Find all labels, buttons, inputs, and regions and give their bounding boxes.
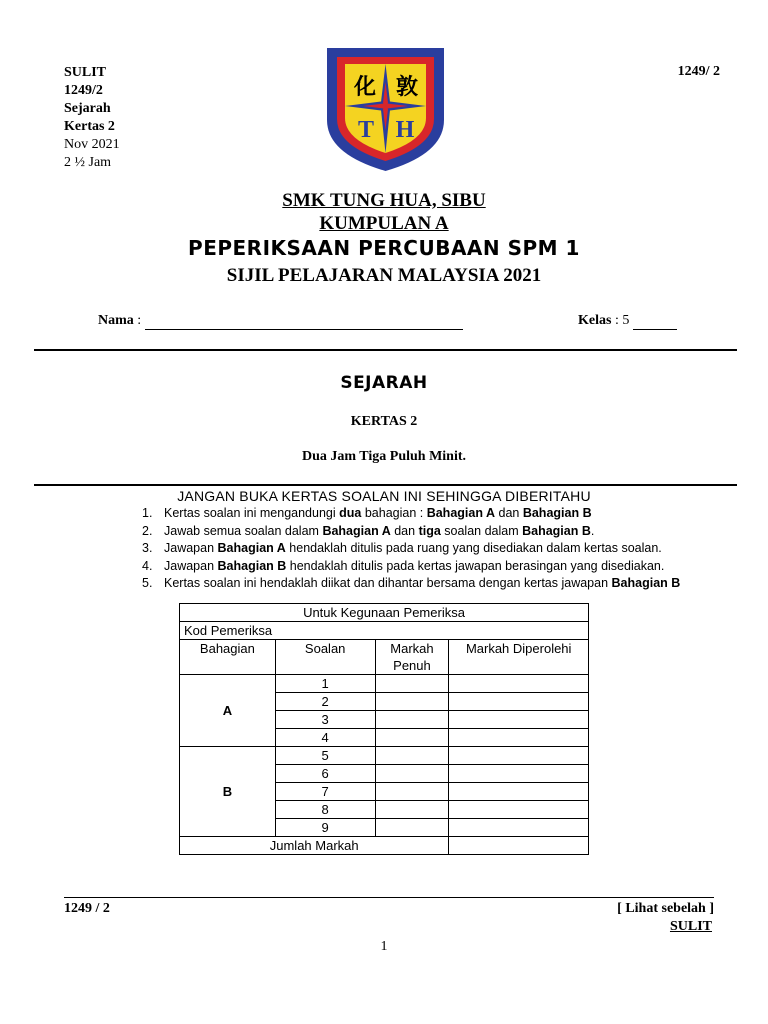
question-number: 2: [275, 693, 375, 711]
examiner-table: [179, 603, 589, 855]
exam-title: PEPERIKSAAN PERCUBAAN SPM 1: [188, 236, 580, 260]
instruction-item: [142, 523, 680, 541]
instruction-item: [142, 575, 680, 593]
question-number: 9: [275, 819, 375, 837]
instruction-text: soalan dalam: [440, 523, 523, 538]
table-title: Untuk Kegunaan Pemeriksa: [180, 604, 589, 622]
markah-diperolehi-cell[interactable]: [449, 765, 589, 783]
section-label: B: [180, 747, 276, 837]
markah-diperolehi-cell[interactable]: [449, 675, 589, 693]
footer-sulit: SULIT: [669, 919, 712, 934]
exam-duration: 2 ½ Jam: [64, 155, 112, 170]
sulit-label: SULIT: [64, 65, 107, 80]
logo-char-2: 敦: [395, 75, 419, 100]
certificate-title: SIJIL PELAJARAN MALAYSIA 2021: [226, 265, 542, 286]
subject-title: SEJARAH: [340, 373, 428, 393]
markah-diperolehi-cell[interactable]: [449, 729, 589, 747]
instruction-number: 5.: [142, 576, 153, 590]
markah-penuh-cell[interactable]: [375, 819, 449, 837]
instructions-list: [142, 505, 680, 593]
markah-penuh-cell[interactable]: [375, 783, 449, 801]
markah-penuh-cell[interactable]: [375, 765, 449, 783]
instruction-text: Bahagian A: [322, 523, 391, 538]
divider-bottom: [34, 484, 737, 486]
instruction-text: dan: [390, 523, 419, 538]
instruction-text: dua: [339, 506, 362, 520]
warning-text: JANGAN BUKA KERTAS SOALAN INI SEHINGGA DIBERITAHU: [177, 488, 591, 504]
question-number: 7: [275, 783, 375, 801]
markah-penuh-cell[interactable]: [375, 711, 449, 729]
divider-top: [34, 349, 737, 351]
footer-code: 1249 / 2: [64, 901, 110, 916]
markah-diperolehi-cell[interactable]: [449, 747, 589, 765]
table-row: [180, 747, 589, 765]
header-soalan: Soalan: [275, 640, 375, 675]
school-name: SMK TUNG HUA, SIBU: [282, 190, 486, 211]
paper-number: Kertas 2: [64, 119, 115, 134]
duration-text: Dua Jam Tiga Puluh Minit.: [301, 449, 467, 464]
header-markah-diperolehi: Markah Diperolehi: [449, 640, 589, 675]
paper-code: 1249/2: [64, 83, 103, 98]
instruction-text: Kertas soalan ini hendaklah diikat dan dihantar bersama dengan kertas jawapan: [164, 576, 612, 590]
kelas-blank[interactable]: [633, 313, 677, 330]
logo-char-1: 化: [353, 75, 377, 100]
question-number: 5: [275, 747, 375, 765]
instruction-text: Kertas soalan ini mengandungi: [164, 506, 340, 520]
jumlah-markah-cell[interactable]: [449, 837, 589, 855]
footer-divider: [64, 897, 714, 898]
markah-penuh-cell[interactable]: [375, 729, 449, 747]
instruction-number: 1.: [142, 506, 153, 520]
subject-name: Sejarah: [64, 101, 111, 116]
markah-diperolehi-cell[interactable]: [449, 801, 589, 819]
instruction-text: Jawab semua soalan dalam: [164, 523, 323, 538]
page-number: 1: [380, 939, 388, 954]
section-label: A: [180, 675, 276, 747]
exam-date: Nov 2021: [64, 137, 120, 152]
header-markah-penuh: Markah Penuh: [375, 640, 449, 675]
header-right-code: 1249/ 2: [677, 64, 720, 79]
markah-penuh-cell[interactable]: [375, 693, 449, 711]
instruction-text: Bahagian B: [217, 558, 287, 573]
markah-diperolehi-cell[interactable]: [449, 783, 589, 801]
kelas-label: Kelas: [578, 313, 612, 328]
instruction-text: hendaklah ditulis pada ruang yang disediakan dalam kertas soalan.: [285, 541, 662, 555]
header-left: [64, 64, 120, 172]
logo-letter-1: T: [357, 117, 375, 143]
instruction-text: Bahagian A: [426, 506, 496, 520]
question-number: 4: [275, 729, 375, 747]
question-number: 1: [275, 675, 375, 693]
header-bahagian: Bahagian: [180, 640, 276, 675]
nama-blank[interactable]: [145, 313, 463, 330]
instruction-text: Bahagian A: [217, 541, 286, 555]
markah-diperolehi-cell[interactable]: [449, 693, 589, 711]
logo-letter-2: H: [395, 117, 415, 143]
instruction-item: [142, 540, 680, 558]
question-number: 3: [275, 711, 375, 729]
instruction-text: tiga: [418, 523, 441, 538]
instruction-text: Bahagian B: [522, 506, 592, 520]
question-number: 6: [275, 765, 375, 783]
question-number: 8: [275, 801, 375, 819]
nama-label: Nama: [98, 313, 134, 328]
kod-pemeriksa: Kod Pemeriksa: [180, 622, 589, 640]
instruction-number: 4.: [142, 558, 153, 573]
group-name: KUMPULAN A: [319, 213, 449, 234]
school-crest-icon: [323, 42, 448, 174]
school-logo: [323, 42, 448, 174]
instruction-text: Jawapan: [164, 541, 218, 555]
instruction-number: 3.: [142, 541, 153, 555]
instruction-text: dan: [495, 506, 523, 520]
instruction-text: hendaklah ditulis pada kertas jawapan berasingan yang disediakan.: [286, 558, 665, 573]
markah-penuh-cell[interactable]: [375, 747, 449, 765]
table-row: [180, 675, 589, 693]
markah-penuh-cell[interactable]: [375, 675, 449, 693]
instruction-text: Bahagian B: [611, 576, 681, 590]
instruction-text: Jawapan: [164, 558, 218, 573]
next-page-note: [ Lihat sebelah ]: [617, 901, 714, 916]
instruction-text: .: [590, 523, 595, 538]
markah-diperolehi-cell[interactable]: [449, 819, 589, 837]
jumlah-markah-label: Jumlah Markah: [180, 837, 449, 855]
kelas-field[interactable]: Kelas : 5: [578, 313, 677, 330]
markah-penuh-cell[interactable]: [375, 801, 449, 819]
markah-diperolehi-cell[interactable]: [449, 711, 589, 729]
paper-title: KERTAS 2: [350, 414, 418, 429]
instruction-number: 2.: [142, 523, 153, 538]
instruction-text: Bahagian B: [522, 523, 591, 538]
nama-field[interactable]: Nama :: [98, 313, 463, 330]
instruction-item: [142, 558, 680, 576]
kelas-value: 5: [622, 313, 630, 328]
instruction-item: [142, 505, 680, 523]
instruction-text: bahagian :: [361, 506, 427, 520]
